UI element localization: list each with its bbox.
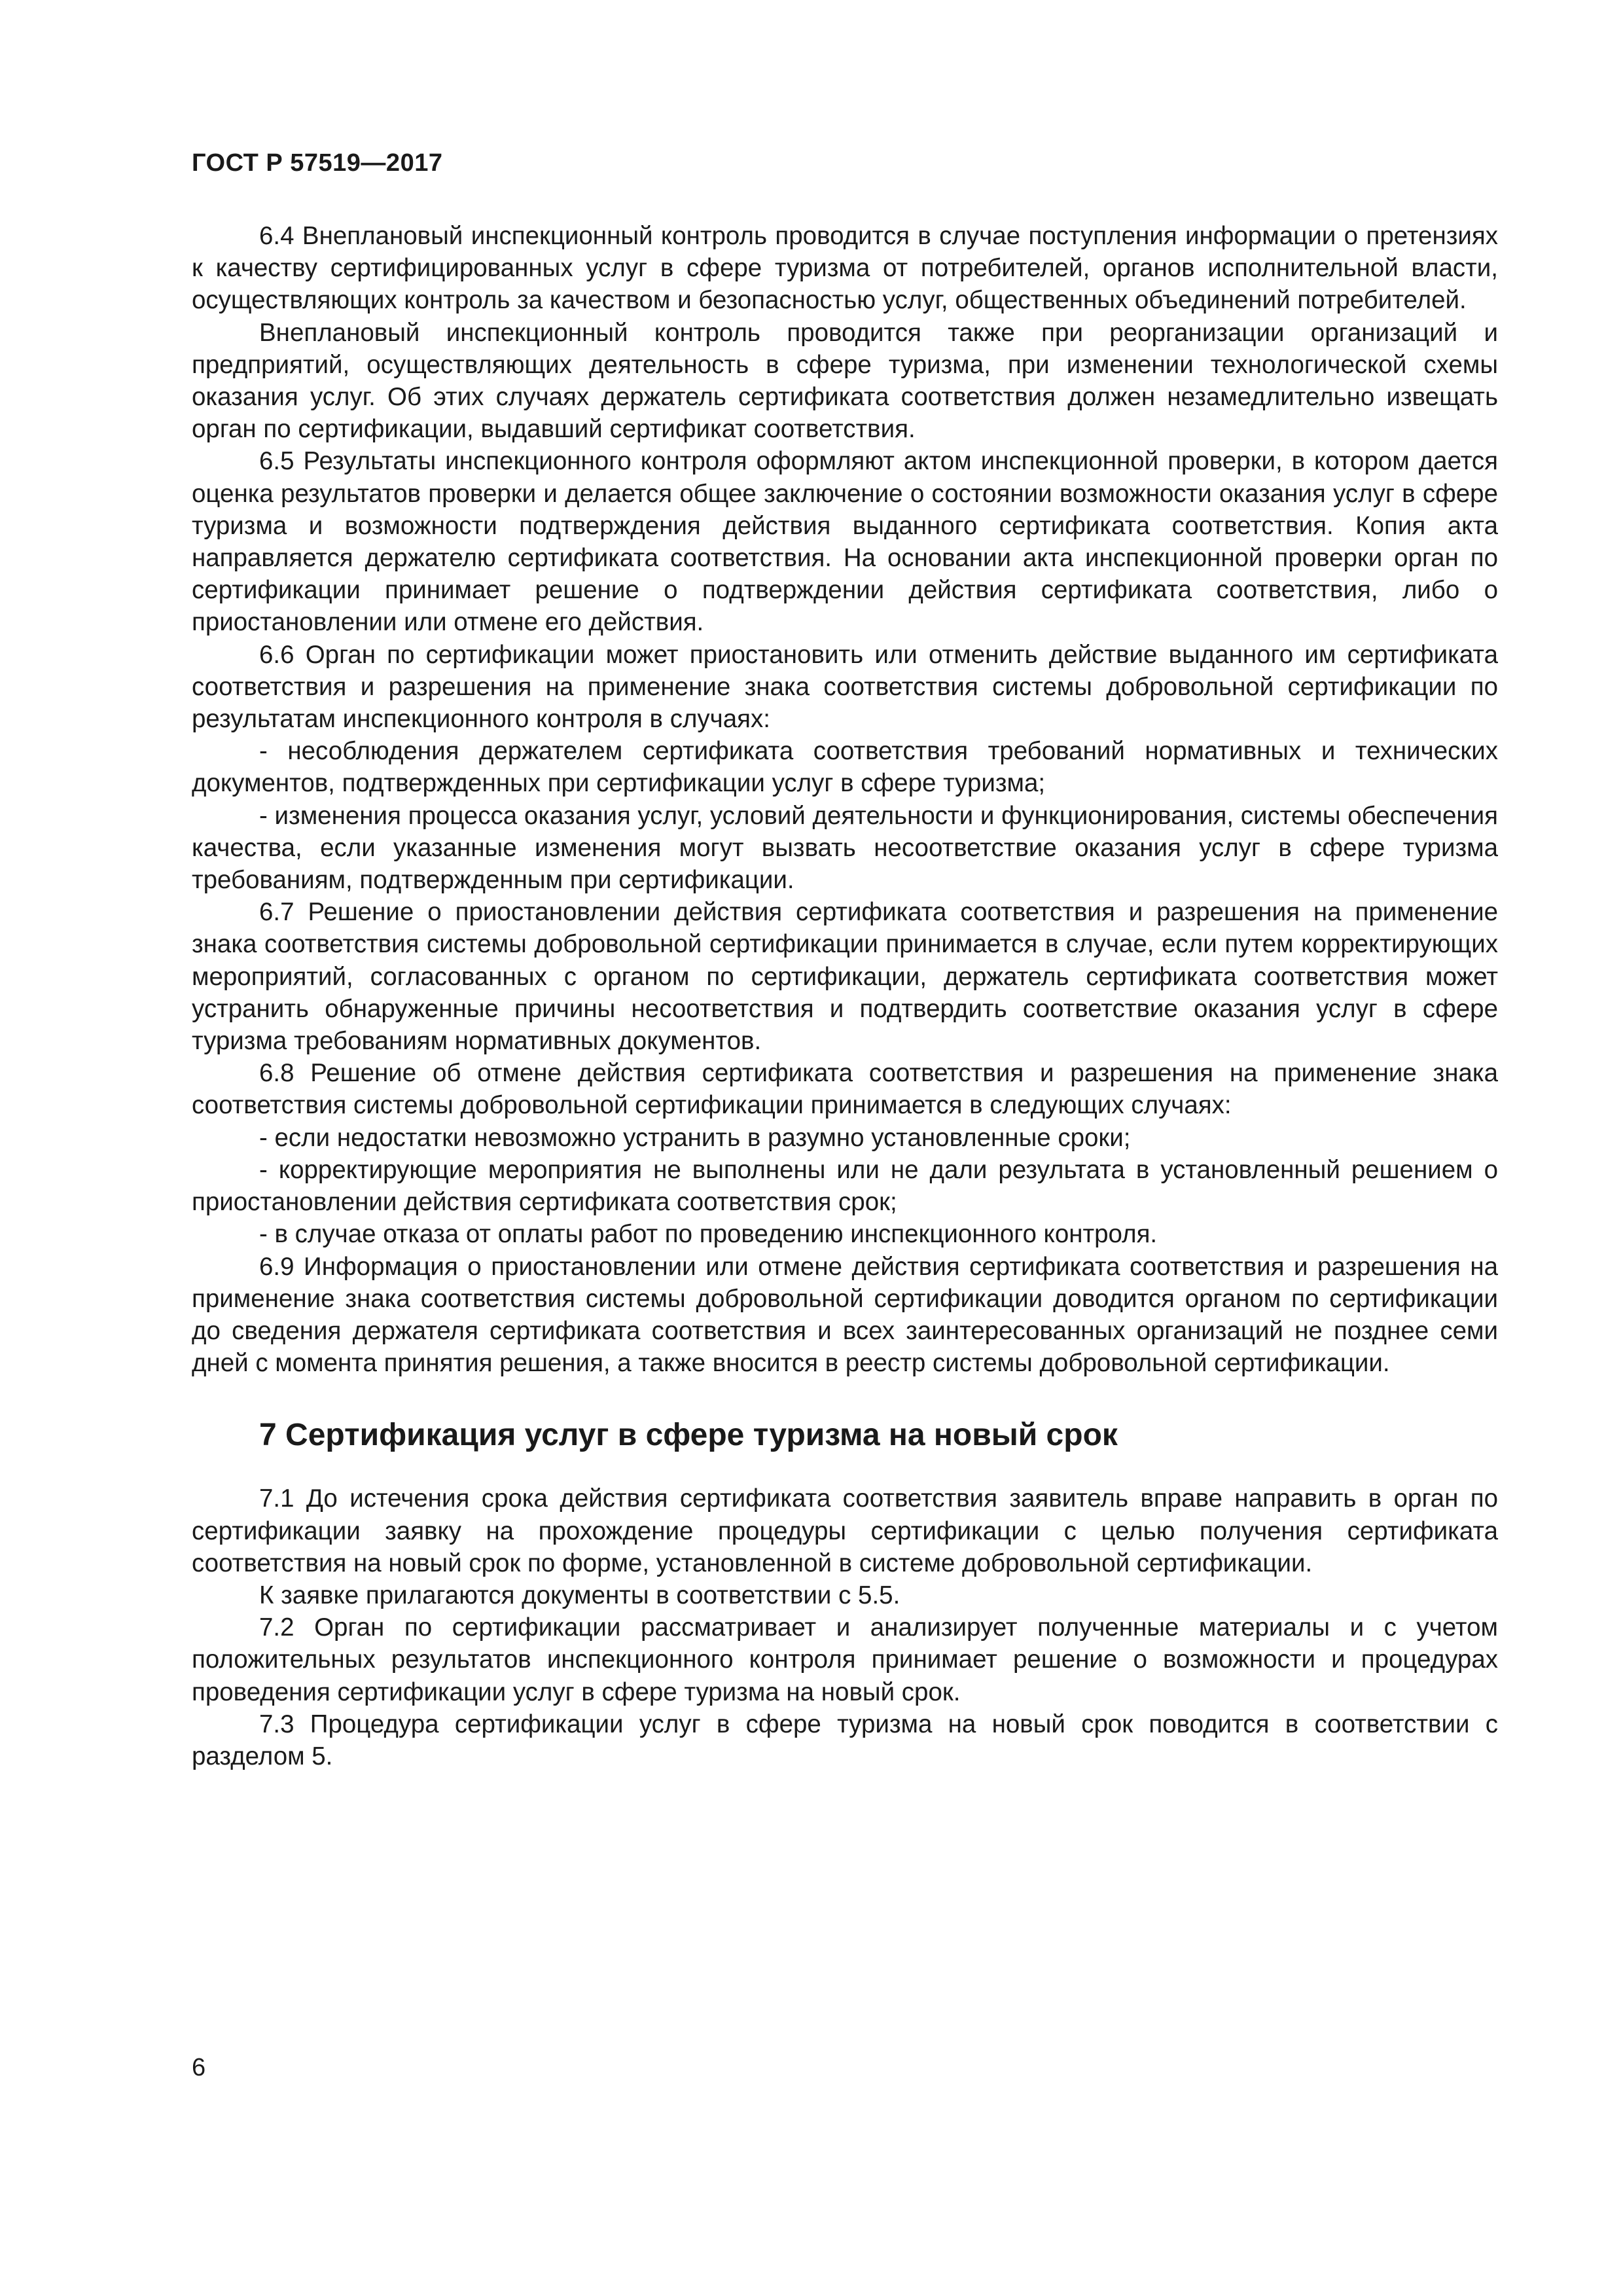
list-item-6-8-a: - если недостатки невозможно устранить в разумно установленные сроки; — [259, 1123, 1131, 1152]
list-item-6-8-c: - в случае отказа от оплаты работ по проведению инспекционного контроля. — [259, 1220, 1158, 1249]
section-7-heading: 7 Сертификация услуг в сфере туризма на новый срок — [259, 1418, 1118, 1453]
paragraph-6-4: 6.4 Внеплановый инспекционный контроль проводится в случае поступления информации о претензиях к качеству сертифицированных услуг в сфере туризма от потребителей, органов исполнительной власти, осуществляющих контроль за качеством и безопасностью услуг, общественных объединений потребителей. — [192, 222, 1498, 315]
paragraph-7-2: 7.2 Орган по сертификации рассматривает и анализирует полученные материалы и с учетом положительных результатов инспекционного контроля принимает решение о возможности и процедурах проведения сертификации услуг в сфере туризма на новый срок. — [192, 1613, 1498, 1706]
paragraph-6-7: 6.7 Решение о приостановлении действия сертификата соответствия и разрешения на применение знака соответствия системы добровольной сертификации принимается в случае, если путем корректирующих мероприятий, согласованных с органом по сертификации, держатель сертификата соответствия может устранить обнаруженные причины несоответствия и подтвердить соответствие оказания услуг в сфере туризма требованиям нормативных документов. — [192, 898, 1498, 1056]
paragraph-6-6: 6.6 Орган по сертификации может приостановить или отменить действие выданного им сертификата соответствия и разрешения на применение знака соответствия системы добровольной сертификации по результатам инспекционного контроля в случаях: — [192, 640, 1498, 734]
list-item-6-8-b: - корректирующие мероприятия не выполнены или не дали результата в установленный решением о приостановлении действия сертификата соответствия срок; — [192, 1155, 1498, 1217]
list-item-6-6-a: - несоблюдения держателем сертификата соответствия требований нормативных и технических документов, подтвержденных при сертификации услуг в сфере туризма; — [192, 737, 1498, 798]
paragraph-6-9: 6.9 Информация о приостановлении или отмене действия сертификата соответствия и разрешения на применение знака соответствия системы добровольной сертификации доводится органом по сертификации до сведения держателя сертификата соответствия и всех заинтересованных организаций не позднее семи дней с момента принятия решения, а также вносится в реестр системы добровольной сертификации. — [192, 1252, 1498, 1378]
page-number: 6 — [192, 2054, 206, 2081]
paragraph-7-3: 7.3 Процедура сертификации услуг в сфере туризма на новый срок поводится в соответствии с разделом 5. — [192, 1710, 1498, 1770]
document-body — [192, 220, 1498, 1772]
list-item-6-6-b: - изменения процесса оказания услуг, условий деятельности и функционирования, системы обеспечения качества, если указанные изменения могут вызвать несоответствие оказания услуг в сфере туризма требованиям, подтвержденным при сертификации. — [192, 801, 1498, 895]
paragraph-6-4-unplanned: Внеплановый инспекционный контроль проводится также при реорганизации организаций и предприятий, осуществляющих деятельность в сфере туризма, при изменении технологической схемы оказания услуг. Об этих случаях держатель сертификата соответствия должен незамедлительно извещать орган по сертификации, выдавший сертификат соответствия. — [192, 318, 1498, 444]
document-code: ГОСТ Р 57519—2017 — [192, 149, 443, 177]
paragraph-7-1: 7.1 До истечения срока действия сертификата соответствия заявитель вправе направить в орган по сертификации заявку на прохождение процедуры сертификации с целью получения сертификата соответствия на новый срок по форме, установленной в системе добровольной сертификации. — [192, 1484, 1498, 1577]
paragraph-6-8: 6.8 Решение об отмене действия сертификата соответствия и разрешения на применение знака соответствия системы добровольной сертификации принимается в следующих случаях: — [192, 1059, 1498, 1120]
paragraph-6-5: 6.5 Результаты инспекционного контроля оформляют актом инспекционной проверки, в котором дается оценка результатов проверки и делается общее заключение о состоянии возможности оказания услуг в сфере туризма и возможности подтверждения действия выданного сертификата соответствия. Копия акта направляется держателю сертификата соответствия. На основании акта инспекционной проверки орган по сертификации принимает решение о подтверждении действия сертификата соответствия, либо о приостановлении или отмене его действия. — [192, 447, 1498, 637]
paragraph-7-1-attachment: К заявке прилагаются документы в соответствии с 5.5. — [259, 1581, 901, 1609]
